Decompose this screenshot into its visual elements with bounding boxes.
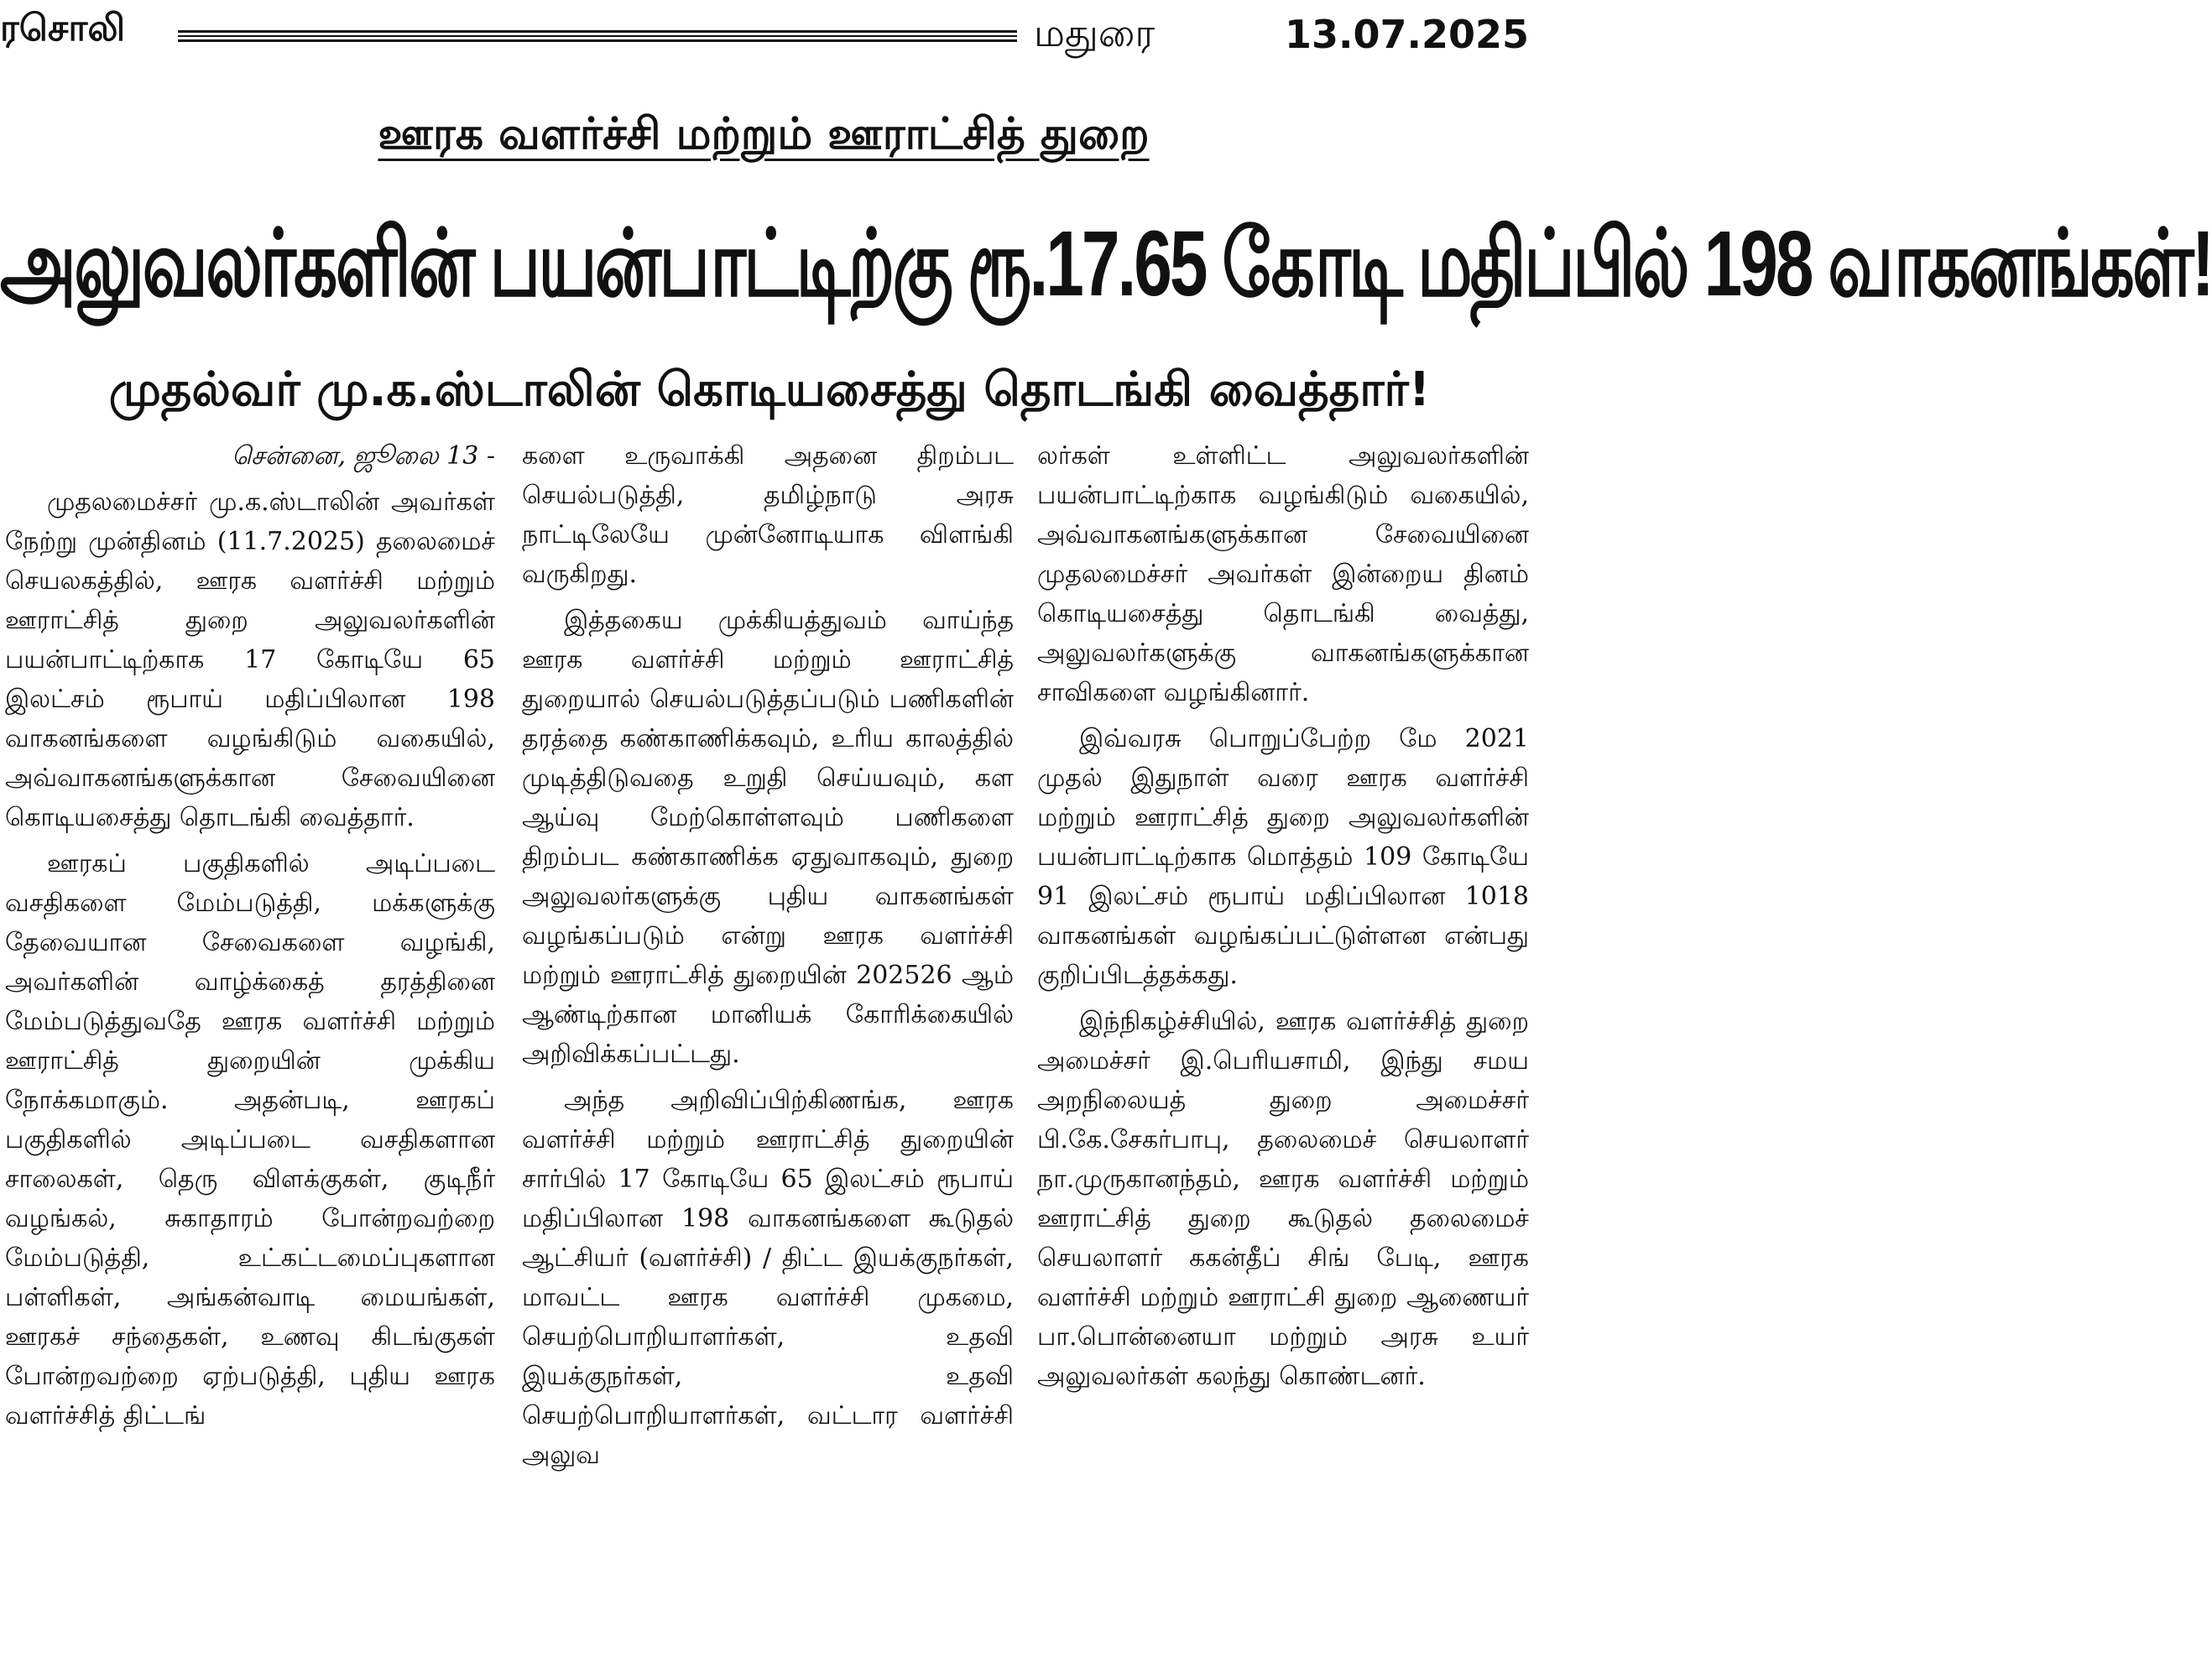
article-column-1 [5, 436, 495, 1442]
article-body [0, 436, 1539, 1673]
article-column-2 [522, 436, 1014, 1482]
edition-city: மதுரை [1034, 10, 1156, 55]
article-paragraph: இவ்வரசு பொறுப்பேற்ற மே 2021 முதல் இதுநாள் வரை ஊரக வளர்ச்சி மற்றும் ஊராட்சித் துறை அலுவலர்களின் பயன்பாட்டிற்காக மொத்தம் 109 கோடியே 91 இலட்சம் ரூபாய் மதிப்பிலான 1018 வாகனங்கள் வழங்கப்பட்டுள்ளன என்பது குறிப்பிடத்தக்கது. [1037, 724, 1529, 990]
article-paragraph: களை உருவாக்கி அதனை திறம்பட செயல்படுத்தி, தமிழ்நாடு அரசு நாட்டிலேயே முன்னோடியாக விளங்கி வருகிறது. [522, 441, 1014, 589]
newspaper-name: ரசொலி [0, 7, 126, 50]
article-paragraph: இந்நிகழ்ச்சியில், ஊரக வளர்ச்சித் துறை அமைச்சர் இ.பெரியசாமி, இந்து சமய அறநிலையத் துறை அமைச்சர் பி.கே.சேகர்பாபு, தலைமைச் செயலாளர் நா.முருகானந்தம், ஊரக வளர்ச்சி மற்றும் ஊராட்சித் துறை கூடுதல் தலைமைச் செயலாளர் ககன்தீப் சிங் பேடி, ஊரக வளர்ச்சி மற்றும் ஊராட்சி துறை ஆணையர் பா.பொன்னையா மற்றும் அரசு உயர் அலுவலர்கள் கலந்து கொண்டனர். [1037, 1007, 1529, 1391]
article-paragraph: ஊரகப் பகுதிகளில் அடிப்படை வசதிகளை மேம்படுத்தி, மக்களுக்கு தேவையான சேவைகளை வழங்கி, அவர்களின் வாழ்க்கைத் தரத்தினை மேம்படுத்துவதே ஊரக வளர்ச்சி மற்றும் ஊராட்சித் துறையின் முக்கிய நோக்கமாகும். அதன்படி, ஊரகப் பகுதிகளில் அடிப்படை வசதிகளான சாலைகள், தெரு விளக்குகள், குடிநீர் வழங்கல், சுகாதாரம் போன்றவற்றை மேம்படுத்தி, உட்கட்டமைப்புகளான பள்ளிகள், அங்கன்வாடி மையங்கள், ஊரகச் சந்தைகள், உணவு கிடங்குகள் போன்றவற்றை ஏற்படுத்தி, புதிய ஊரக வளர்ச்சித் திட்டங் [5, 849, 495, 1431]
article-dateline: சென்னை, ஜூலை 13 - [231, 441, 495, 471]
article-kicker: ஊரக வளர்ச்சி மற்றும் ஊராட்சித் துறை [378, 109, 1150, 159]
article-headline: அலுவலர்களின் பயன்பாட்டிற்கு ரூ.17.65 கோடி மதிப்பில் 198 வாகனங்கள்! [0, 212, 2212, 316]
article-subhead: முதல்வர் மு.க.ஸ்டாலின் கொடியசைத்து தொடங்கி வைத்தார்! [108, 362, 1431, 417]
edition-date: 13.07.2025 [1284, 12, 1529, 57]
masthead-rule [178, 30, 1017, 42]
masthead [0, 0, 1539, 67]
article-column-3 [1037, 436, 1529, 1403]
article-paragraph: லர்கள் உள்ளிட்ட அலுவலர்களின் பயன்பாட்டிற்காக வழங்கிடும் வகையில், அவ்வாகனங்களுக்கான சேவையினை முதலமைச்சர் அவர்கள் இன்றைய தினம் கொடியசைத்து தொடங்கி வைத்து, அலுவலர்களுக்கு வாகனங்களுக்கான சாவிகளை வழங்கினார். [1037, 441, 1529, 707]
article-paragraph: அந்த அறிவிப்பிற்கிணங்க, ஊரக வளர்ச்சி மற்றும் ஊராட்சித் துறையின் சார்பில் 17 கோடியே 65 இலட்சம் ரூபாய் மதிப்பிலான 198 வாகனங்களை கூடுதல் ஆட்சியர் (வளர்ச்சி) / திட்ட இயக்குநர்கள், மாவட்ட ஊரக வளர்ச்சி முகமை, செயற்பொறியாளர்கள், உதவி இயக்குநர்கள், உதவி செயற்பொறியாளர்கள், வட்டார வளர்ச்சி அலுவ [522, 1086, 1014, 1470]
article-paragraph: இத்தகைய முக்கியத்துவம் வாய்ந்த ஊரக வளர்ச்சி மற்றும் ஊராட்சித் துறையால் செயல்படுத்தப்படும் பணிகளின் தரத்தை கண்காணிக்கவும், உரிய காலத்தில் முடித்திடுவதை உறுதி செய்யவும், கள ஆய்வு மேற்கொள்ளவும் பணிகளை திறம்பட கண்காணிக்க ஏதுவாகவும், துறை அலுவலர்களுக்கு புதிய வாகனங்கள் வழங்கப்படும் என்று ஊரக வளர்ச்சி மற்றும் ஊராட்சித் துறையின் 202526 ஆம் ஆண்டிற்கான மானியக் கோரிக்கையில் அறிவிக்கப்பட்டது. [522, 606, 1014, 1069]
article-paragraph: முதலமைச்சர் மு.க.ஸ்டாலின் அவர்கள் நேற்று முன்தினம் (11.7.2025) தலைமைச் செயலகத்தில், ஊரக வளர்ச்சி மற்றும் ஊராட்சித் துறை அலுவலர்களின் பயன்பாட்டிற்காக 17 கோடியே 65 இலட்சம் ரூபாய் மதிப்பிலான 198 வாகனங்களை வழங்கிடும் வகையில், அவ்வாகனங்களுக்கான சேவையினை கொடியசைத்து தொடங்கி வைத்தார். [5, 487, 495, 832]
